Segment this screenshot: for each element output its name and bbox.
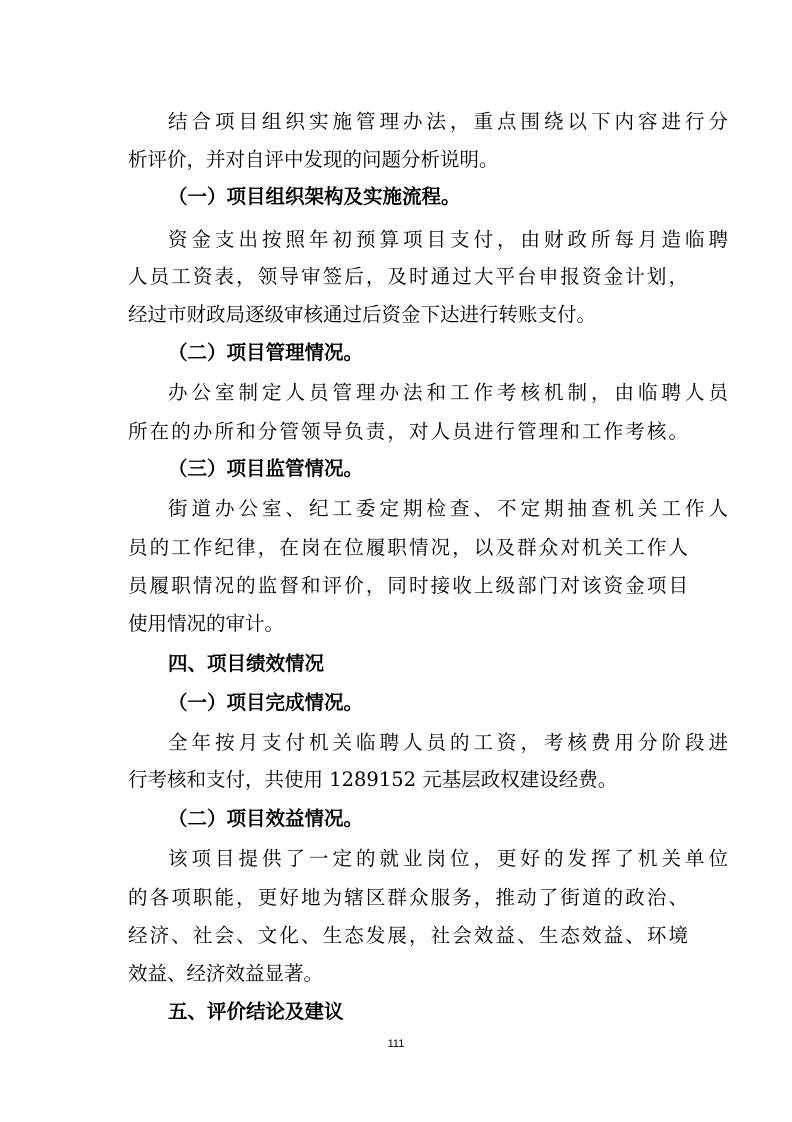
page-number: 111 [387,1038,405,1050]
paragraph-line: 效益、经济效益显著。 [128,962,324,985]
paragraph-line: 街道办公室、纪工委定期检查、不定期抽查机关工作人 [168,497,728,520]
section-heading: （二）项目管理情况。 [168,341,364,364]
paragraph-line: 人员工资表，领导审签后，及时通过大平台申报资金计划， [128,265,688,288]
paragraph-line: 结合项目组织实施管理办法，重点围绕以下内容进行分 [168,110,728,133]
section-heading: （二）项目效益情况。 [168,807,364,830]
paragraph-line: 所在的办所和分管领导负责，对人员进行管理和工作考核。 [128,420,688,443]
paragraph-line: 员的工作纪律，在岗在位履职情况，以及群众对机关工作人 [128,536,688,559]
section-heading: 四、项目绩效情况 [168,652,325,675]
paragraph-line: 经过市财政局逐级审核通过后资金下达进行转账支付。 [128,303,597,326]
section-heading: 五、评价结论及建议 [168,1000,344,1023]
paragraph-line: 该项目提供了一定的就业岗位，更好的发挥了机关单位 [168,847,728,870]
paragraph-line: 全年按月支付机关临聘人员的工资，考核费用分阶段进 [168,731,728,754]
paragraph-line: 员履职情况的监督和评价，同时接收上级部门对该资金项目 [128,574,688,597]
paragraph-line: 使用情况的审计。 [128,612,285,635]
paragraph-line: 行考核和支付，共使用 1289152 元基层政权建设经费。 [128,768,618,791]
section-heading: （三）项目监管情况。 [168,457,364,480]
section-heading: （一）项目完成情况。 [168,691,364,714]
paragraph-line: 经济、社会、文化、生态发展，社会效益、生态效益、环境 [128,924,688,947]
section-heading: （一）项目组织架构及实施流程。 [168,185,461,208]
paragraph-line: 析评价，并对自评中发现的问题分析说明。 [128,148,499,171]
paragraph-line: 的各项职能，更好地为辖区群众服务，推动了街道的政治、 [128,886,688,909]
paragraph-line: 资金支出按照年初预算项目支付，由财政所每月造临聘 [168,228,728,251]
paragraph-line: 办公室制定人员管理办法和工作考核机制，由临聘人员 [168,381,728,404]
